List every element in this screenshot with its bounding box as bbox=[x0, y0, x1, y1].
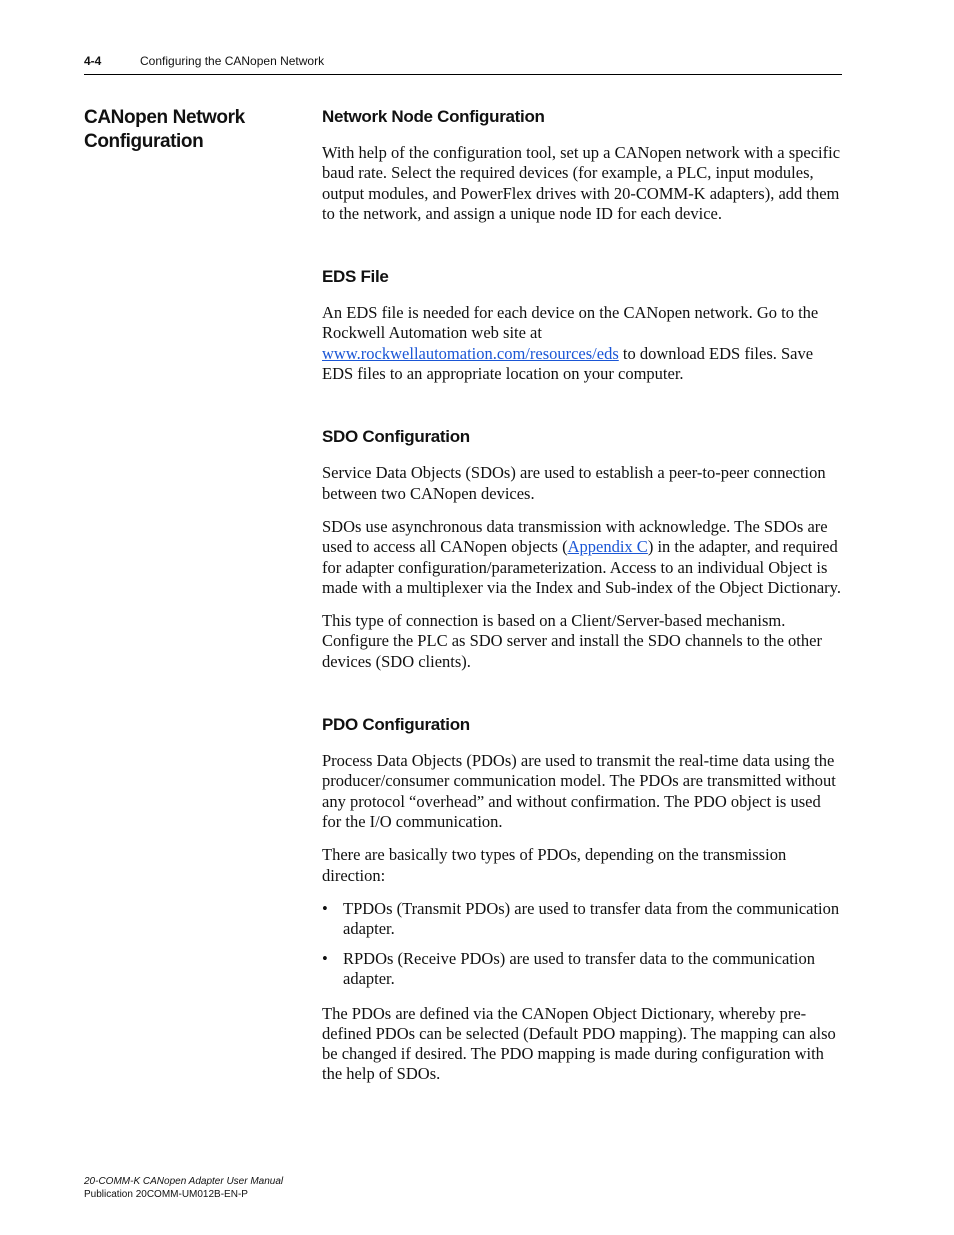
list-item bbox=[322, 899, 842, 940]
appendix-c-link[interactable]: Appendix C bbox=[567, 537, 648, 557]
list-item bbox=[322, 949, 842, 990]
pdo-paragraph-3: The PDOs are defined via the CANopen Object Dictionary, whereby pre-defined PDOs can be selected (Default PDO mapping). The mapping can also be changed if desired. The PDO mapping is made during configuration with the help of SDOs. bbox=[322, 1003, 836, 1084]
sdo-heading: SDO Configuration bbox=[322, 427, 470, 447]
page-footer bbox=[84, 1175, 283, 1201]
chapter-title: Configuring the CANopen Network bbox=[140, 54, 325, 68]
eds-text-before: An EDS file is needed for each device on the CANopen network. Go to the Rockwell Automation web site at bbox=[322, 303, 819, 343]
main-content bbox=[322, 106, 842, 1127]
eds-file-paragraph bbox=[322, 303, 842, 384]
sdo-paragraph-1: Service Data Objects (SDOs) are used to establish a peer-to-peer connection between two CANopen devices. bbox=[322, 463, 826, 503]
bullet-icon: • bbox=[322, 948, 328, 968]
pdo-paragraph-2: There are basically two types of PDOs, depending on the transmission direction: bbox=[322, 845, 787, 885]
eds-file-heading: EDS File bbox=[322, 267, 389, 287]
list-item-text: RPDOs (Receive PDOs) are used to transfer data to the communication adapter. bbox=[343, 948, 815, 989]
page-header bbox=[84, 52, 842, 75]
sdo-text-after: ) in the adapter, and required for adapter configuration/parameterization. Access to an individual Object is made with a multiplexer via the Index and Sub-index of the Object Dictionary. bbox=[322, 537, 841, 597]
section-title: CANopen Network Configuration bbox=[84, 107, 245, 152]
sdo-section bbox=[322, 426, 842, 672]
sdo-text-before: SDOs use asynchronous data transmission with acknowledge. The SDOs are used to access all CANopen objects ( bbox=[322, 516, 828, 557]
pdo-paragraph-1: Process Data Objects (PDOs) are used to transmit the real-time data using the producer/consumer communication model. The PDOs are transmitted without any protocol “overhead” and without confirmation. The PDO object is used for the I/O communication. bbox=[322, 751, 836, 831]
pdo-type-list bbox=[322, 899, 842, 990]
sdo-paragraph-2 bbox=[322, 517, 842, 598]
publication-number: Publication 20COMM-UM012B-EN-P bbox=[84, 1189, 248, 1200]
sdo-paragraph-3: This type of connection is based on a Client/Server-based mechanism. Configure the PLC as SDO server and install the SDO channels to the other devices (SDO clients). bbox=[322, 611, 822, 671]
page-number: 4-4 bbox=[84, 54, 102, 68]
network-node-heading: Network Node Configuration bbox=[322, 107, 545, 126]
eds-text-after: to download EDS files. Save EDS files to an appropriate location on your computer. bbox=[322, 343, 814, 384]
manual-title: 20-COMM-K CANopen Adapter User Manual bbox=[84, 1176, 284, 1187]
network-node-paragraph: With help of the configuration tool, set up a CANopen network with a specific baud rate. Select the required devices (for example, a PLC, input modules, output modules, and PowerFlex drives with 20-COMM-K adapters), add them to the network, and assign a unique node ID for each device. bbox=[322, 143, 841, 223]
pdo-heading: PDO Configuration bbox=[322, 715, 470, 735]
list-item-text: TPDOs (Transmit PDOs) are used to transfer data from the communication adapter. bbox=[343, 898, 840, 939]
eds-download-link[interactable]: www.rockwellautomation.com/resources/eds bbox=[322, 343, 619, 363]
pdo-section bbox=[322, 714, 842, 1085]
network-node-section bbox=[322, 106, 842, 224]
eds-file-section bbox=[322, 266, 842, 384]
bullet-icon: • bbox=[322, 898, 328, 918]
